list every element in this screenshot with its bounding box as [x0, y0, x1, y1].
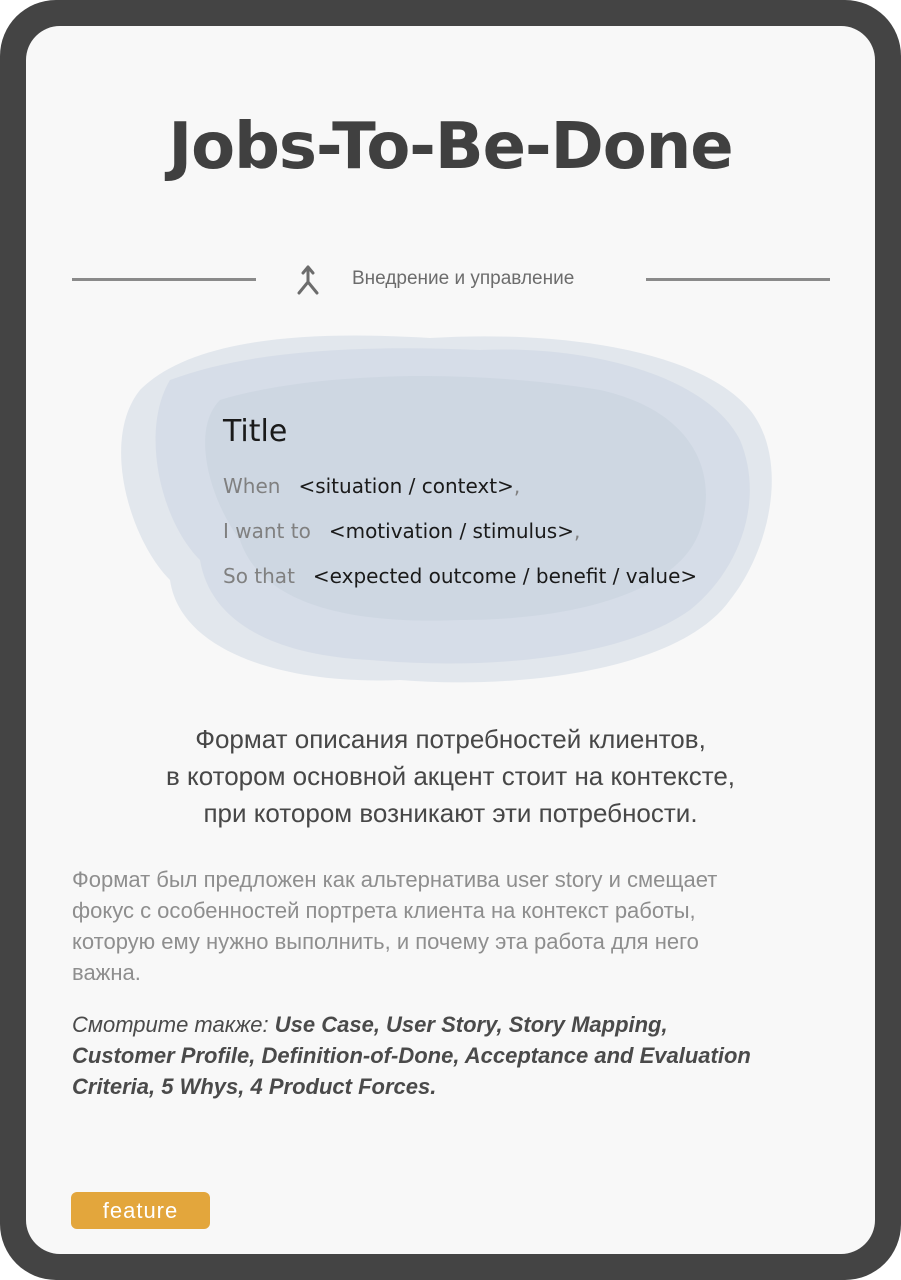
- card-title: Jobs-To-Be-Done: [168, 110, 733, 184]
- divider-left: [72, 278, 256, 281]
- template-line-so-that: So that <expected outcome / benefit / value>: [223, 564, 698, 588]
- template-title: Title: [223, 414, 288, 449]
- see-also-prefix: Смотрите также:: [72, 1012, 269, 1037]
- template-line-want: I want to <motivation / stimulus>,: [223, 519, 581, 543]
- watercolor-blob: [100, 320, 800, 700]
- see-also: [72, 1009, 842, 1102]
- description-text: Формат был предложен как альтернатива user story и смещает фокус с особенностей портрета клиента на контекст работы, которую ему нужно выполнить, и почему эта работа для него важна.: [72, 867, 718, 985]
- see-also-links[interactable]: Criteria, 5 Whys, 4 Product Forces.: [72, 1074, 437, 1099]
- summary-text: Формат описания потребностей клиентов, в котором основной акцент стоит на контексте, при котором возникают эти потребности.: [165, 724, 736, 828]
- divider-right: [646, 278, 830, 281]
- see-also-links[interactable]: Customer Profile, Definition-of-Done, Acceptance and Evaluation: [72, 1043, 751, 1068]
- category-label: Внедрение и управление: [352, 268, 575, 289]
- merge-arrow-icon: [293, 264, 323, 296]
- template-line-when: When <situation / context>,: [223, 474, 521, 498]
- tag-badge: feature: [71, 1192, 210, 1229]
- see-also-links[interactable]: Use Case, User Story, Story Mapping,: [274, 1012, 668, 1037]
